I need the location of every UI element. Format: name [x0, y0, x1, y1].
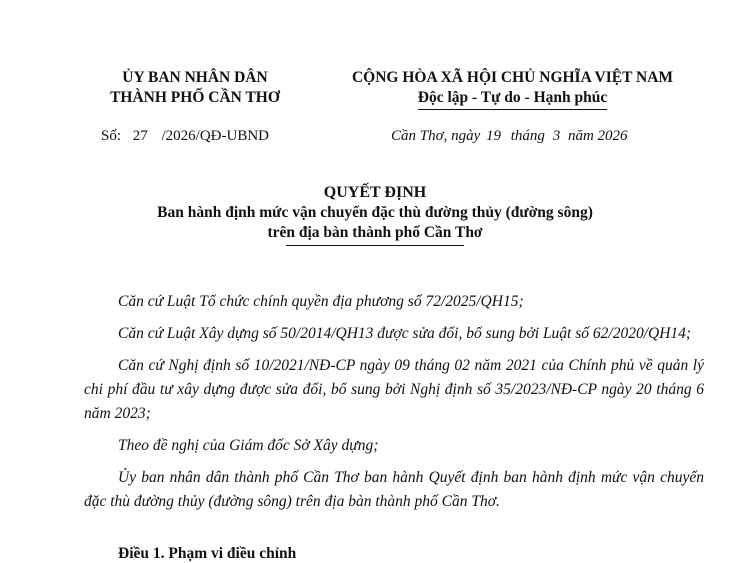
date-month-label: tháng — [510, 128, 545, 144]
legal-basis-3: Căn cứ Nghị định số 10/2021/NĐ-CP ngày 09 tháng 02 năm 2021 của Chính phủ về quản lý chi phí đầu tư xây dựng được sửa đổi, bổ sung bởi Nghị định số 35/2023/NĐ-CP ngày 20 tháng 6 năm 2023; — [84, 357, 704, 422]
decision-heading: QUYẾT ĐỊNH — [323, 184, 427, 201]
legal-basis-1: Căn cứ Luật Tổ chức chính quyền địa phương số 72/2025/QH15; — [118, 293, 524, 310]
agency-line-1: ỦY BAN NHÂN DÂN — [122, 69, 268, 86]
date-year: năm 2026 — [567, 128, 628, 144]
decision-subject-line-1: Ban hành định mức vận chuyển đặc thù đường thủy (đường sông) — [157, 204, 593, 221]
decision-subject-line-2: trên địa bàn thành phố Cần Thơ — [267, 224, 483, 241]
national-motto: Độc lập - Tự do - Hạnh phúc — [418, 88, 607, 110]
document-body — [84, 290, 704, 522]
issue-date-line — [391, 128, 628, 145]
agency-line-2: THÀNH PHỐ CẦN THƠ — [110, 89, 280, 106]
date-day: 19 — [486, 128, 502, 144]
date-month: 3 — [552, 128, 561, 144]
date-place: Cần Thơ, ngày — [391, 128, 481, 144]
number-suffix: /2026/QĐ-UBND — [161, 128, 270, 144]
decision-title-block — [0, 183, 750, 246]
legal-basis-2: Căn cứ Luật Xây dựng số 50/2014/QH13 được sửa đổi, bổ sung bởi Luật số 62/2020/QH14; — [118, 325, 692, 342]
decision-number-line — [101, 128, 269, 145]
number-prefix: Số: — [101, 128, 122, 144]
article-1-heading: Điều 1. Phạm vi điều chỉnh — [118, 545, 297, 562]
title-underline — [286, 245, 464, 246]
nation-name: CỘNG HÒA XÃ HỘI CHỦ NGHĨA VIỆT NAM — [351, 69, 674, 86]
proposal-basis: Theo đề nghị của Giám đốc Sở Xây dựng; — [118, 437, 379, 454]
issuance-statement: Ủy ban nhân dân thành phố Cần Thơ ban hành Quyết định ban hành định mức vận chuyển đặc thù đường thủy (đường sông) trên địa bàn thành phố Cần Thơ. — [84, 469, 704, 510]
national-header — [320, 68, 705, 110]
decision-number: 27 — [132, 128, 148, 144]
issuing-agency-header — [80, 68, 310, 108]
